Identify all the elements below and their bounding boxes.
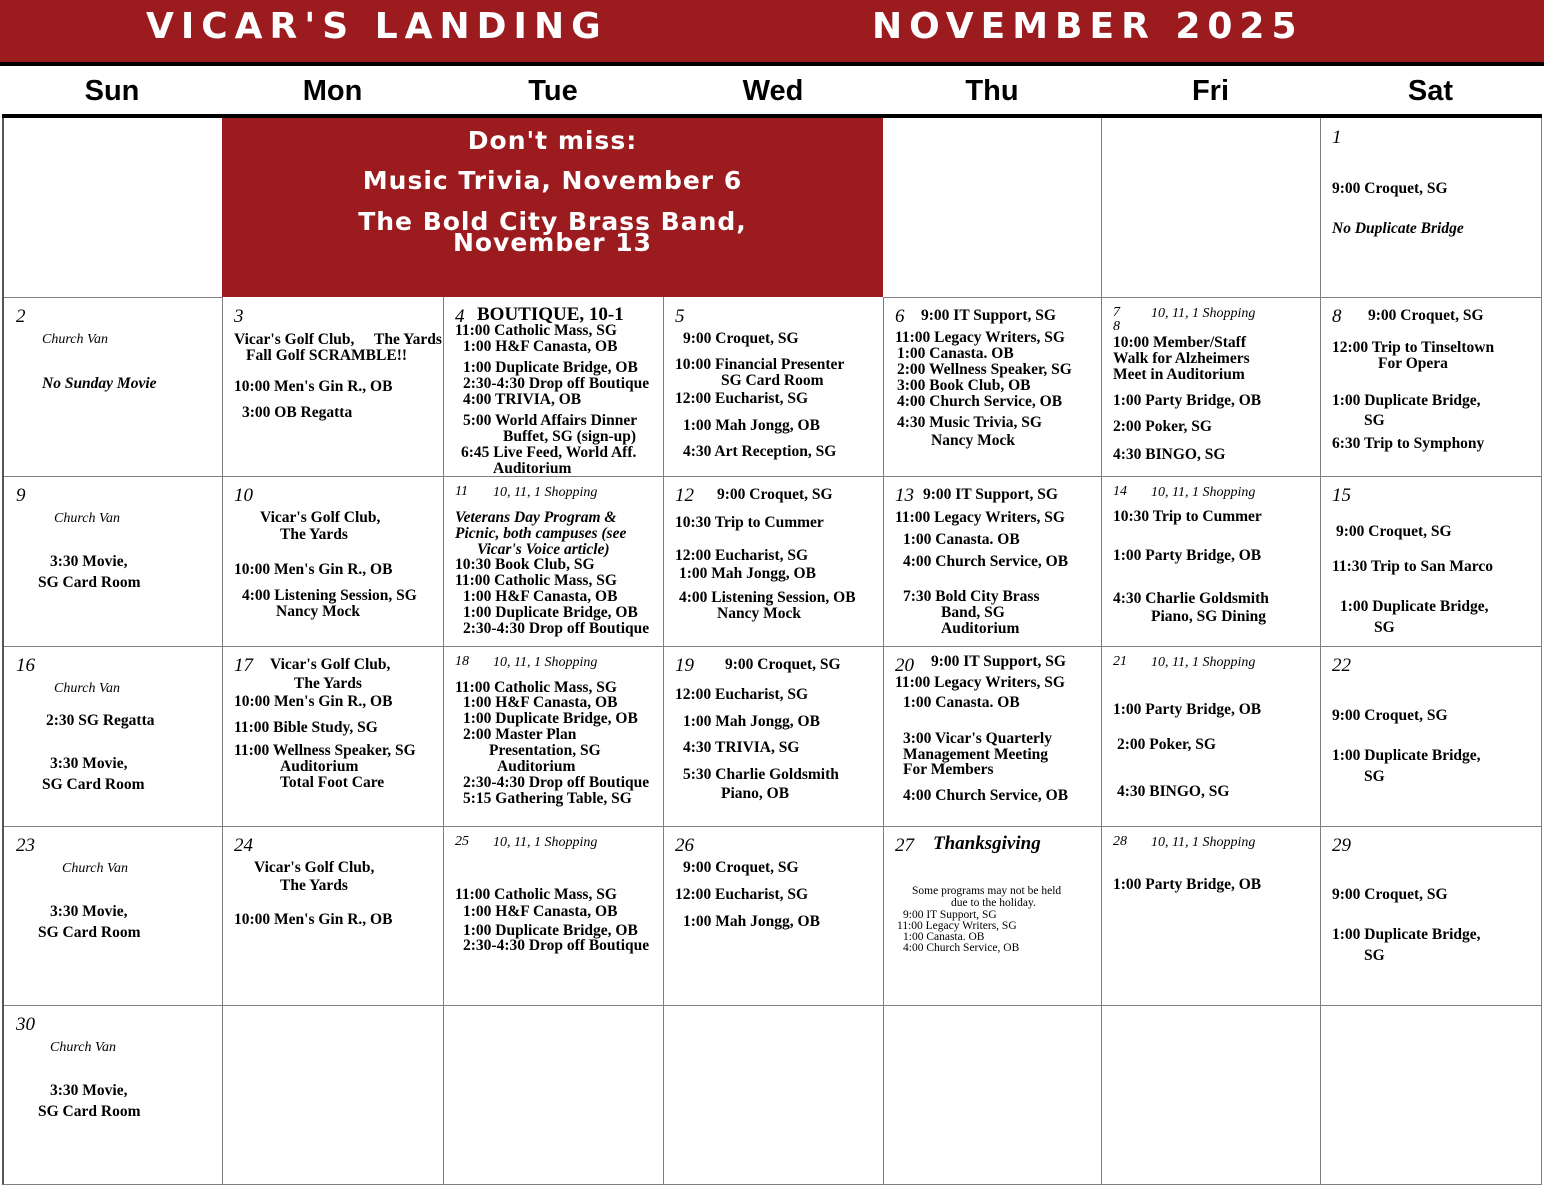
event-line: 4:00 Church Service, OB (903, 553, 1069, 570)
event-line: The Yards (374, 331, 442, 348)
event-line: 1:00 Canasta. OB (903, 694, 1020, 711)
shopping-note: 10, 11, 1 Shopping (1151, 835, 1256, 850)
event-line: The Yards (280, 526, 348, 543)
day-title: Thanksgiving (933, 833, 1041, 854)
day-number: 29 (1332, 835, 1351, 856)
event-line: 1:00 Duplicate Bridge, OB (463, 922, 638, 939)
event-line: 1:00 Party Bridge, OB (1113, 701, 1262, 718)
weekday-fri: Fri (1191, 75, 1230, 107)
shopping-note: 10, 11, 1 Shopping (493, 655, 598, 670)
day-number: 5 (675, 306, 685, 327)
month-year-title: NOVEMBER 2025 (872, 6, 1304, 47)
day-cell[interactable] (883, 297, 1102, 477)
day-cell[interactable] (2, 1005, 223, 1185)
event-line: 1:00 H&F Canasta, OB (463, 338, 618, 355)
banner-divider (0, 62, 1544, 66)
event-line: SG (1364, 412, 1385, 429)
event-line: 6:30 Trip to Symphony (1332, 435, 1485, 452)
event-line: SG (1364, 947, 1385, 964)
event-line: 5:30 Charlie Goldsmith (683, 766, 839, 783)
day-cell[interactable] (2, 118, 223, 298)
event-line: 9:00 Croquet, SG (683, 859, 799, 876)
event-line: 4:00 Listening Session, SG (242, 587, 417, 604)
day-cell[interactable] (1101, 646, 1321, 827)
event-line: Church Van (42, 332, 108, 347)
day-cell[interactable] (222, 476, 444, 647)
event-line: Nancy Mock (717, 605, 801, 622)
day-title: BOUTIQUE, 10-1 (477, 304, 624, 325)
day-number: 28 (1113, 834, 1127, 849)
event-line: 3:00 OB Regatta (242, 404, 353, 421)
event-line: 11:00 Wellness Speaker, SG (234, 742, 416, 759)
promo-line-3: The Bold City Brass Band, (358, 207, 747, 236)
community-name: VICAR'S LANDING (146, 6, 608, 47)
event-line: 9:00 IT Support, SG (923, 486, 1058, 503)
event-line: 3:00 Vicar's Quarterly (903, 730, 1052, 747)
event-line: 9:00 Croquet, SG (1332, 886, 1448, 903)
day-number: 7 (1113, 305, 1120, 320)
event-line: 1:00 H&F Canasta, OB (463, 903, 618, 920)
event-line: 10:30 Trip to Cummer (1113, 508, 1262, 525)
event-line: 11:00 Legacy Writers, SG (897, 920, 1017, 932)
day-cell[interactable] (222, 646, 444, 827)
day-number-secondary: 8 (1113, 319, 1120, 334)
day-number: 15 (1332, 485, 1351, 506)
day-number: 1 (1332, 127, 1342, 148)
event-line: 2:30-4:30 Drop off Boutique (463, 937, 650, 954)
event-line: 12:00 Eucharist, SG (675, 886, 809, 903)
event-line: 2:00 Master Plan (463, 726, 577, 743)
event-line: 12:00 Eucharist, SG (675, 686, 809, 703)
event-line: 1:00 Canasta. OB (897, 345, 1014, 362)
event-line: 4:00 Church Service, OB (897, 393, 1063, 410)
event-line: Auditorium (497, 758, 576, 775)
event-line: 11:00 Legacy Writers, SG (895, 329, 1065, 346)
event-line: 1:00 Canasta. OB (903, 531, 1020, 548)
day-cell[interactable] (443, 297, 664, 477)
day-number: 24 (234, 835, 253, 856)
day-number: 18 (455, 654, 469, 669)
event-line: 11:00 Catholic Mass, SG (455, 679, 617, 696)
event-line: 10:00 Men's Gin R., OB (234, 561, 393, 578)
event-line: SG Card Room (42, 776, 145, 793)
event-line: Church Van (62, 861, 128, 876)
day-cell[interactable] (443, 826, 664, 1006)
event-line: 2:00 Poker, SG (1113, 418, 1212, 435)
event-line: 4:30 BINGO, SG (1113, 446, 1226, 463)
event-line: Buffet, SG (sign-up) (503, 428, 637, 445)
event-line: Walk for Alzheimers (1113, 350, 1250, 367)
event-line: 1:00 Duplicate Bridge, OB (463, 710, 638, 727)
shopping-note: 10, 11, 1 Shopping (493, 485, 598, 500)
shopping-note: 10, 11, 1 Shopping (493, 835, 598, 850)
event-line: 11:00 Catholic Mass, SG (455, 572, 617, 589)
event-line: 10:00 Member/Staff (1113, 334, 1246, 351)
day-cell[interactable] (1101, 118, 1321, 298)
event-line: 1:00 H&F Canasta, OB (463, 694, 618, 711)
event-line: 1:00 Duplicate Bridge, (1332, 392, 1481, 409)
event-line: 4:30 Music Trivia, SG (897, 414, 1042, 431)
event-line: 12:00 Eucharist, SG (675, 390, 809, 407)
day-number: 10 (234, 485, 253, 506)
event-line: No Sunday Movie (42, 375, 157, 392)
event-line: 1:00 Mah Jongg, OB (683, 713, 820, 730)
event-line: Some programs may not be held (912, 885, 1062, 897)
event-line: Nancy Mock (276, 603, 360, 620)
event-line: 9:00 Croquet, SG (1332, 707, 1448, 724)
event-line: 1:00 Mah Jongg, OB (679, 565, 816, 582)
event-line: No Duplicate Bridge (1332, 220, 1464, 237)
event-line: 1:00 H&F Canasta, OB (463, 588, 618, 605)
event-line: 10:30 Book Club, SG (455, 556, 595, 573)
day-number: 30 (16, 1014, 35, 1035)
day-number: 27 (895, 835, 914, 856)
event-line: 2:30-4:30 Drop off Boutique (463, 375, 650, 392)
day-cell[interactable] (2, 646, 223, 827)
event-line: 9:00 IT Support, SG (931, 653, 1066, 670)
day-cell[interactable] (443, 1005, 664, 1185)
event-line: 4:30 TRIVIA, SG (683, 739, 800, 756)
event-line: SG (1364, 768, 1385, 785)
event-line: 2:30-4:30 Drop off Boutique (463, 774, 650, 791)
promo-line-2: Music Trivia, November 6 (362, 166, 743, 195)
day-cell[interactable] (2, 476, 223, 647)
weekday-mon: Mon (302, 75, 363, 107)
event-line: 7:30 Bold City Brass (903, 588, 1040, 605)
event-line: SG (1374, 619, 1395, 636)
day-cell[interactable] (1320, 118, 1542, 298)
event-line: Picnic, both campuses (see (455, 525, 627, 542)
event-line: 1:00 Party Bridge, OB (1113, 876, 1262, 893)
event-line: 2:00 Poker, SG (1117, 736, 1216, 753)
event-line: 11:00 Catholic Mass, SG (455, 886, 617, 903)
event-line: 9:00 Croquet, SG (1368, 307, 1484, 324)
day-cell[interactable] (883, 118, 1102, 298)
day-number: 17 (234, 655, 253, 676)
event-line: Total Foot Care (280, 774, 385, 791)
day-number: 16 (16, 655, 35, 676)
event-line: 1:00 Party Bridge, OB (1113, 392, 1262, 409)
event-line: 4:00 TRIVIA, OB (463, 391, 582, 408)
promo-box (222, 118, 883, 297)
event-line: Church Van (50, 1040, 116, 1055)
day-cell[interactable] (1101, 826, 1321, 1006)
day-cell[interactable] (2, 297, 223, 477)
event-line: Vicar's Golf Club, (234, 331, 355, 348)
weekday-wed: Wed (742, 75, 804, 107)
event-line: 2:30-4:30 Drop off Boutique (463, 620, 650, 637)
event-line: 4:30 Art Reception, SG (683, 443, 837, 460)
day-cell[interactable] (1101, 1005, 1321, 1185)
event-line: Piano, SG Dining (1151, 608, 1266, 625)
day-cell[interactable] (663, 826, 884, 1006)
day-number: 25 (455, 834, 469, 849)
event-line: 4:00 Church Service, OB (903, 787, 1069, 804)
event-line: 10:30 Trip to Cummer (675, 514, 824, 531)
promo-line-1: Don't miss: (467, 126, 638, 155)
event-line: 5:15 Gathering Table, SG (463, 790, 632, 807)
day-cell[interactable] (883, 826, 1102, 1006)
event-line: Vicar's Golf Club, (254, 859, 375, 876)
event-line: Piano, OB (721, 785, 790, 802)
day-number: 9 (16, 485, 26, 506)
day-cell[interactable] (443, 476, 664, 647)
event-line: 1:00 Duplicate Bridge, OB (463, 604, 638, 621)
day-cell[interactable] (1101, 476, 1321, 647)
event-line: 3:30 Movie, (50, 755, 128, 772)
weekday-tue: Tue (528, 75, 578, 107)
day-cell[interactable] (1320, 476, 1542, 647)
day-cell[interactable] (2, 826, 223, 1006)
event-line: 1:00 Mah Jongg, OB (683, 417, 820, 434)
day-cell[interactable] (883, 646, 1102, 827)
event-line: 3:00 Book Club, OB (897, 377, 1031, 394)
event-line: The Yards (280, 877, 348, 894)
day-number: 2 (16, 306, 26, 327)
shopping-note: 10, 11, 1 Shopping (1151, 655, 1256, 670)
event-line: 4:30 Charlie Goldsmith (1113, 590, 1269, 607)
event-line: Auditorium (941, 620, 1020, 637)
event-line: Management Meeting (903, 746, 1049, 763)
event-line: Vicar's Golf Club, (270, 656, 391, 673)
event-line: Vicar's Golf Club, (260, 509, 381, 526)
day-number: 11 (455, 484, 468, 499)
event-line: Auditorium (493, 460, 572, 477)
event-line: For Members (903, 761, 994, 778)
event-line: Vicar's Voice article) (477, 541, 610, 558)
event-line: 9:00 IT Support, SG (921, 307, 1056, 324)
event-line: 1:00 Mah Jongg, OB (683, 913, 820, 930)
event-line: 9:00 IT Support, SG (903, 909, 997, 921)
day-cell[interactable] (663, 646, 884, 827)
event-line: 10:00 Financial Presenter (675, 356, 845, 373)
event-line: The Yards (294, 675, 362, 692)
event-line: 2:00 Wellness Speaker, SG (897, 361, 1072, 378)
day-number: 26 (675, 835, 694, 856)
event-line: 4:00 Listening Session, OB (679, 589, 856, 606)
event-line: 9:00 Croquet, SG (1332, 180, 1448, 197)
event-line: 11:00 Legacy Writers, SG (895, 674, 1065, 691)
event-line: 11:30 Trip to San Marco (1332, 558, 1494, 575)
event-line: 4:00 Church Service, OB (903, 942, 1020, 954)
day-cell[interactable] (1320, 646, 1542, 827)
event-line: SG Card Room (38, 924, 141, 941)
day-cell[interactable] (1320, 826, 1542, 1006)
event-line: 3:30 Movie, (50, 903, 128, 920)
day-cell[interactable] (883, 1005, 1102, 1185)
shopping-note: 10, 11, 1 Shopping (1151, 306, 1256, 321)
event-line: due to the holiday. (951, 897, 1036, 909)
event-line: 11:00 Legacy Writers, SG (895, 509, 1065, 526)
event-line: 10:00 Men's Gin R., OB (234, 693, 393, 710)
event-line: 11:00 Catholic Mass, SG (455, 322, 617, 339)
event-line: 9:00 Croquet, SG (725, 656, 841, 673)
day-number: 22 (1332, 655, 1351, 676)
event-line: 12:00 Trip to Tinseltown (1332, 339, 1495, 356)
day-cell[interactable] (222, 1005, 444, 1185)
event-line: 5:00 World Affairs Dinner (463, 412, 638, 429)
month-banner (0, 0, 1544, 62)
day-number: 20 (895, 655, 914, 676)
day-cell[interactable] (663, 476, 884, 647)
event-line: Meet in Auditorium (1113, 366, 1245, 383)
day-cell[interactable] (1101, 297, 1321, 477)
event-line: SG Card Room (38, 1103, 141, 1120)
day-cell[interactable] (1320, 297, 1542, 477)
event-line: Veterans Day Program & (455, 509, 617, 526)
day-number: 14 (1113, 484, 1127, 499)
event-line: 4:30 BINGO, SG (1117, 783, 1230, 800)
event-line: Nancy Mock (931, 432, 1015, 449)
weekday-sun: Sun (84, 75, 140, 107)
day-cell[interactable] (443, 646, 664, 827)
event-line: 1:00 Duplicate Bridge, (1340, 598, 1489, 615)
day-cell[interactable] (222, 297, 444, 477)
day-number: 4 (455, 306, 465, 327)
event-line: 1:00 Canasta. OB (903, 931, 985, 943)
promo-line-4: November 13 (452, 228, 653, 257)
day-cell[interactable] (883, 476, 1102, 647)
weekday-sat: Sat (1407, 75, 1454, 107)
day-cell[interactable] (222, 826, 444, 1006)
event-line: 9:00 Croquet, SG (1336, 523, 1452, 540)
day-number: 3 (234, 306, 244, 327)
event-line: 1:00 Duplicate Bridge, (1332, 926, 1481, 943)
event-line: Church Van (54, 681, 120, 696)
day-cell[interactable] (663, 1005, 884, 1185)
event-line: Church Van (54, 511, 120, 526)
event-line: 3:30 Movie, (50, 553, 128, 570)
event-line: 11:00 Bible Study, SG (234, 719, 378, 736)
event-line: 1:00 Duplicate Bridge, (1332, 747, 1481, 764)
event-line: Band, SG (941, 604, 1005, 621)
day-number: 19 (675, 655, 694, 676)
day-number: 21 (1113, 654, 1127, 669)
event-line: 10:00 Men's Gin R., OB (234, 911, 393, 928)
shopping-note: 10, 11, 1 Shopping (1151, 485, 1256, 500)
day-cell[interactable] (663, 297, 884, 477)
weekday-thu: Thu (965, 75, 1019, 107)
event-line: 2:30 SG Regatta (46, 712, 155, 729)
event-line: SG Card Room (721, 372, 824, 389)
event-line: 9:00 Croquet, SG (717, 486, 833, 503)
event-line: 10:00 Men's Gin R., OB (234, 378, 393, 395)
event-line: 1:00 Duplicate Bridge, OB (463, 359, 638, 376)
event-line: For Opera (1378, 355, 1448, 372)
event-line: 1:00 Party Bridge, OB (1113, 547, 1262, 564)
event-line: Auditorium (280, 758, 359, 775)
event-line: 3:30 Movie, (50, 1082, 128, 1099)
day-number: 13 (895, 485, 914, 506)
day-number: 8 (1332, 306, 1342, 327)
event-line: Presentation, SG (489, 742, 601, 759)
day-cell[interactable] (1320, 1005, 1542, 1185)
day-number: 12 (675, 485, 694, 506)
day-number: 23 (16, 835, 35, 856)
event-line: 9:00 Croquet, SG (683, 330, 799, 347)
day-number: 6 (895, 306, 905, 327)
event-line: 12:00 Eucharist, SG (675, 547, 809, 564)
event-line: SG Card Room (38, 574, 141, 591)
event-line: 6:45 Live Feed, World Aff. (461, 444, 637, 461)
event-line: Fall Golf SCRAMBLE!! (246, 347, 408, 364)
